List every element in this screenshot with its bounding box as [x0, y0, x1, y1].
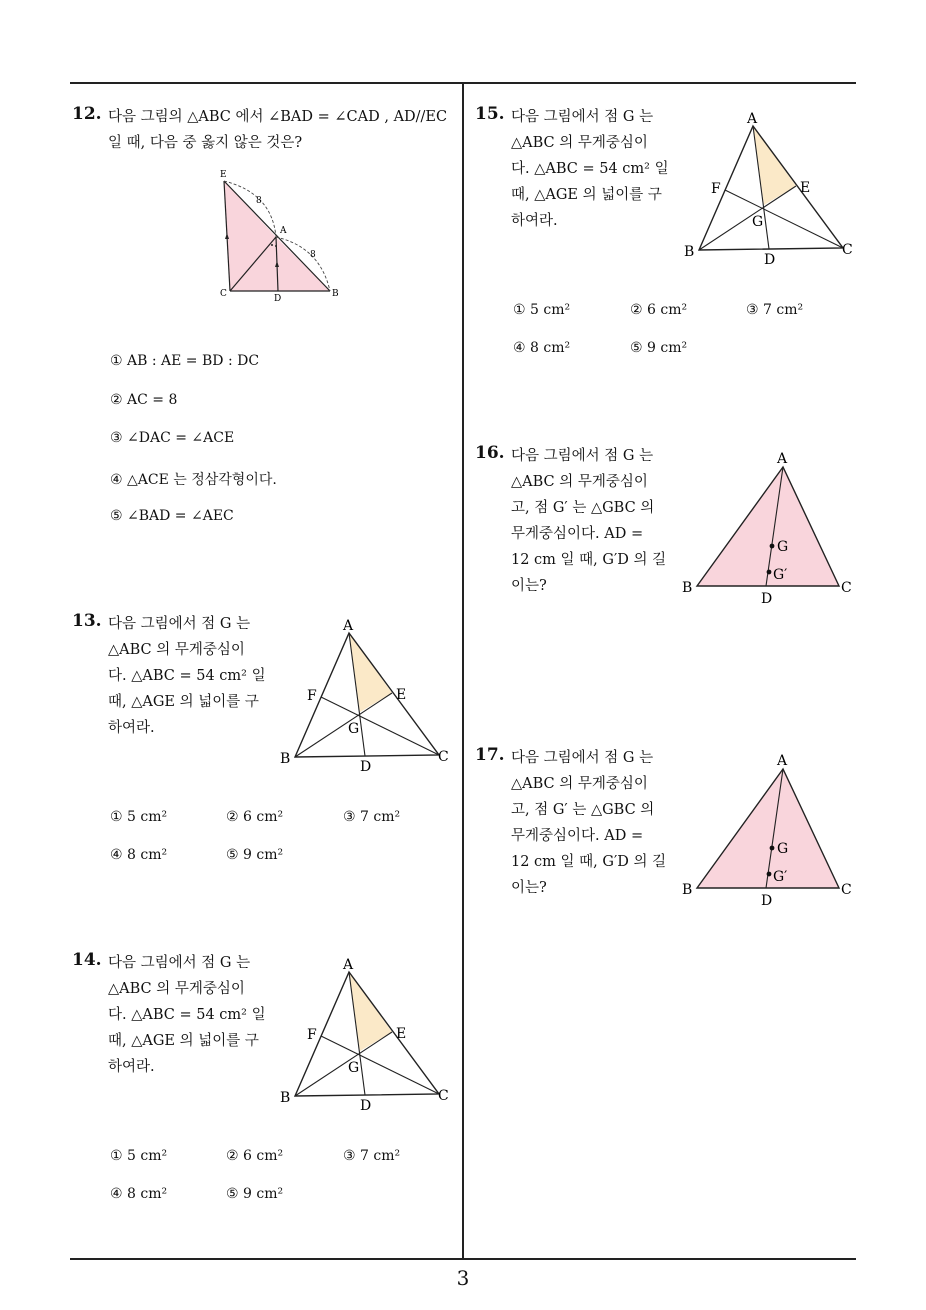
problem-line: 고, 점 G′ 는 △GBC 의: [511, 802, 655, 818]
label-D: D: [360, 1098, 372, 1114]
problem-line: 고, 점 G′ 는 △GBC 의: [511, 500, 655, 516]
problem-line: 다음 그림에서 점 G 는: [511, 448, 654, 464]
figure-p16: [680, 448, 856, 608]
problem-line: 다음 그림의 △ABC 에서 ∠BAD = ∠CAD , AD//EC: [108, 109, 448, 125]
point-G: [770, 544, 775, 549]
choice-1[interactable]: ① 5 cm²: [513, 302, 571, 318]
problem-line: 무게중심이다. AD =: [511, 828, 644, 844]
problem-line: 다. △ABC = 54 cm² 일: [108, 1007, 266, 1023]
label-G-prime: G′: [773, 869, 788, 885]
point-G-prime: [767, 570, 772, 575]
label-D: D: [360, 759, 372, 775]
choice-4[interactable]: ④ △ACE 는 정삼각형이다.: [110, 472, 277, 488]
triangle-age-fill: [753, 126, 796, 205]
choice-2[interactable]: ② 6 cm²: [630, 302, 688, 318]
label-F: F: [711, 181, 721, 197]
problem-number: 14.: [72, 950, 102, 970]
problem-number: 15.: [475, 104, 505, 124]
problem-text: [511, 443, 666, 599]
label-B: B: [280, 1090, 291, 1106]
choice-5[interactable]: ⑤ 9 cm²: [226, 847, 284, 863]
choice-5[interactable]: ⑤ 9 cm²: [630, 340, 688, 356]
problem-line: 다음 그림에서 점 G 는: [108, 616, 251, 632]
label-G: G: [752, 214, 764, 230]
problem-number: 13.: [72, 611, 102, 631]
length-ea: 8: [256, 196, 262, 206]
label-D: D: [274, 294, 282, 304]
column-divider: [462, 83, 464, 1259]
label-E: E: [396, 687, 407, 703]
problem-line: △ABC 의 무게중심이: [511, 135, 648, 151]
length-ab: 8: [310, 250, 316, 260]
problem-line: 일 때, 다음 중 옳지 않은 것은?: [108, 135, 303, 151]
label-B: B: [332, 289, 339, 299]
label-A: A: [280, 226, 287, 236]
label-D: D: [764, 252, 776, 268]
problem-line: △ABC 의 무게중심이: [511, 474, 648, 490]
problem-number: 12.: [72, 104, 102, 124]
label-C: C: [841, 882, 852, 898]
label-B: B: [280, 751, 291, 767]
problem-line: 때, △AGE 의 넓이를 구: [511, 187, 662, 203]
choice-5[interactable]: ⑤ ∠BAD = ∠AEC: [110, 508, 234, 524]
problem-line: 때, △AGE 의 넓이를 구: [108, 694, 259, 710]
label-D: D: [761, 591, 773, 607]
choice-4[interactable]: ④ 8 cm²: [110, 1186, 168, 1202]
label-G: G: [348, 1060, 360, 1076]
problem-text: [108, 950, 266, 1080]
label-E: E: [396, 1026, 407, 1042]
choice-5[interactable]: ⑤ 9 cm²: [226, 1186, 284, 1202]
choice-1[interactable]: ① 5 cm²: [110, 1148, 168, 1164]
problem-line: 하여라.: [511, 213, 558, 229]
choice-1[interactable]: ① AB : AE = BD : DC: [110, 353, 260, 369]
figure-p17: [680, 750, 856, 910]
choice-4[interactable]: ④ 8 cm²: [110, 847, 168, 863]
problem-line: 하여라.: [108, 1059, 155, 1075]
problem-line: 때, △AGE 의 넓이를 구: [108, 1033, 259, 1049]
choice-3[interactable]: ③ 7 cm²: [343, 1148, 401, 1164]
problem-line: 다. △ABC = 54 cm² 일: [511, 161, 669, 177]
problem-number: 17.: [475, 745, 505, 765]
problem-line: △ABC 의 무게중심이: [108, 981, 245, 997]
figure-p13: [278, 615, 454, 775]
label-A: A: [777, 451, 788, 467]
point-G-prime: [767, 872, 772, 877]
choice-1[interactable]: ① 5 cm²: [110, 809, 168, 825]
choice-2[interactable]: ② 6 cm²: [226, 809, 284, 825]
problem-line: △ABC 의 무게중심이: [108, 642, 245, 658]
choice-2[interactable]: ② 6 cm²: [226, 1148, 284, 1164]
bottom-rule: [70, 1258, 856, 1260]
label-F: F: [307, 688, 317, 704]
figure-p14: [278, 954, 454, 1114]
label-G: G: [777, 539, 789, 555]
page-number: 3: [456, 1266, 470, 1290]
label-A: A: [343, 957, 354, 973]
problem-line: 다음 그림에서 점 G 는: [511, 750, 654, 766]
label-G: G: [348, 721, 360, 737]
label-B: B: [682, 580, 693, 596]
problem-line: 이는?: [511, 880, 547, 896]
triangle-age-fill: [349, 972, 392, 1051]
label-C: C: [438, 749, 449, 765]
label-A: A: [343, 618, 354, 634]
choice-4[interactable]: ④ 8 cm²: [513, 340, 571, 356]
label-B: B: [684, 244, 695, 260]
problem-line: 하여라.: [108, 720, 155, 736]
problem-line: 이는?: [511, 578, 547, 594]
problem-line: 다. △ABC = 54 cm² 일: [108, 668, 266, 684]
label-F: F: [307, 1027, 317, 1043]
label-E: E: [220, 170, 227, 180]
point-G: [770, 846, 775, 851]
problem-line: △ABC 의 무게중심이: [511, 776, 648, 792]
problem-text: [511, 745, 666, 901]
label-E: E: [800, 180, 811, 196]
problem-text: [108, 611, 266, 741]
problem-number: 16.: [475, 443, 505, 463]
label-A: A: [747, 111, 758, 127]
label-C: C: [438, 1088, 449, 1104]
problem-text: [511, 104, 669, 234]
problem-line: 다음 그림에서 점 G 는: [511, 109, 654, 125]
label-B: B: [682, 882, 693, 898]
choice-3[interactable]: ③ 7 cm²: [343, 809, 401, 825]
figure-p15: [682, 108, 858, 268]
problem-line: 다음 그림에서 점 G 는: [108, 955, 251, 971]
figure-p12: [210, 165, 350, 305]
label-A: A: [777, 753, 788, 769]
label-C: C: [842, 242, 853, 258]
choice-2[interactable]: ② AC = 8: [110, 392, 178, 408]
label-G: G: [777, 841, 789, 857]
label-C: C: [841, 580, 852, 596]
choice-3[interactable]: ③ ∠DAC = ∠ACE: [110, 430, 235, 446]
problem-line: 12 cm 일 때, G′D 의 길: [511, 854, 667, 870]
choice-3[interactable]: ③ 7 cm²: [746, 302, 804, 318]
label-D: D: [761, 893, 773, 909]
triangle-age-fill: [349, 633, 392, 712]
problem-line: 무게중심이다. AD =: [511, 526, 644, 542]
label-C: C: [220, 289, 227, 299]
problem-text: [108, 104, 447, 156]
problem-line: 12 cm 일 때, G′D 의 길: [511, 552, 667, 568]
label-G-prime: G′: [773, 567, 788, 583]
